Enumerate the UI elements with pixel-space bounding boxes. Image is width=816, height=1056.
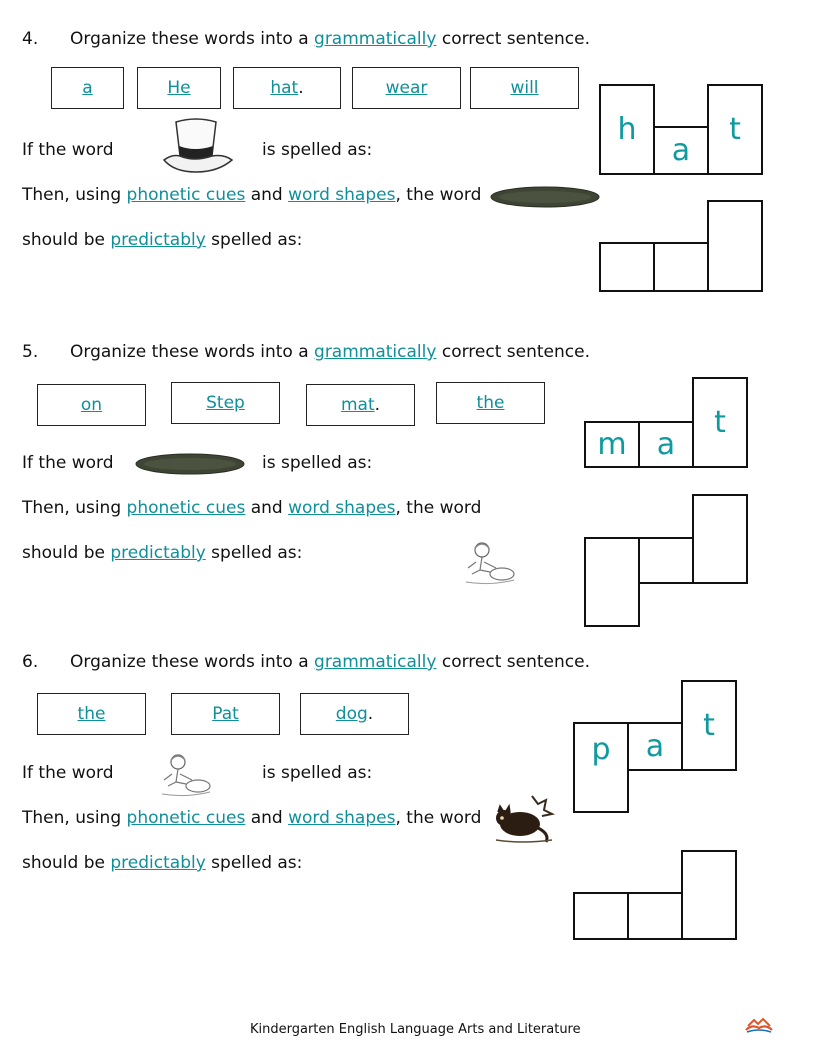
word-shapes-link[interactable]: word shapes [288,498,396,518]
hat-icon [162,116,234,174]
word-tile[interactable] [171,693,280,735]
word-link[interactable]: the [77,704,106,724]
question-prompt: Organize these words into a grammatically correct sentence. [70,342,590,362]
word-link[interactable]: He [167,78,191,98]
word-tile[interactable] [470,67,579,109]
word-link[interactable]: dog [335,704,368,724]
question-number: 4. [22,29,39,49]
predictably-link[interactable]: predictably [110,853,206,873]
word-tile[interactable] [51,67,124,109]
if-the-word: If the word [22,140,114,160]
letter-box-short: a [627,722,683,771]
phonetic-cues-link[interactable]: phonetic cues [126,808,246,828]
answer-box-tall[interactable] [692,494,748,584]
is-spelled-as: is spelled as: [262,140,373,160]
footer-text: Kindergarten English Language Arts and Literature [250,1022,581,1037]
word-tile[interactable] [436,382,545,424]
mat-icon [134,452,246,476]
question-prompt: Organize these words into a grammatically correct sentence. [70,29,590,49]
answer-box-tall[interactable] [707,200,763,292]
word-tile[interactable]: dog . [300,693,409,735]
should-be-line: should be predictably spelled as: [22,543,303,563]
letter-box-short: a [653,126,709,175]
should-be-line: should be predictably spelled as: [22,853,303,873]
letter-box-tall: t [692,377,748,468]
letter-box-tall: t [681,680,737,771]
word-tile[interactable] [171,382,280,424]
answer-box-short[interactable] [573,892,629,940]
if-the-word: If the word [22,763,114,783]
word-tile[interactable] [37,384,146,426]
word-link[interactable]: hat [270,78,299,98]
if-the-word: If the word [22,453,114,473]
grammatically-link[interactable]: grammatically [314,652,437,672]
answer-box-short[interactable] [599,242,655,292]
letter-box-descender: p [573,722,629,813]
word-shapes-link[interactable]: word shapes [288,185,396,205]
question-number: 6. [22,652,39,672]
word-link[interactable]: Pat [212,704,239,724]
word-link[interactable]: on [80,395,103,415]
phonetic-cues-link[interactable]: phonetic cues [126,498,246,518]
word-tile[interactable] [352,67,461,109]
is-spelled-as: is spelled as: [262,763,373,783]
then-line: Then, using phonetic cues and word shapes, the word [22,185,482,205]
predictably-link[interactable]: predictably [110,230,206,250]
answer-box-short[interactable] [627,892,683,940]
should-be-line: should be predictably spelled as: [22,230,303,250]
is-spelled-as: is spelled as: [262,453,373,473]
cat-icon [492,794,556,846]
letter-box-short: a [638,421,694,468]
answer-box-descender[interactable] [584,537,640,627]
word-link[interactable]: will [510,78,539,98]
grammatically-link[interactable]: grammatically [314,29,437,49]
book-logo-icon [744,1016,774,1034]
question-prompt: Organize these words into a grammatically correct sentence. [70,652,590,672]
word-link[interactable]: wear [385,78,428,98]
answer-box-tall[interactable] [681,850,737,940]
predictably-link[interactable]: predictably [110,543,206,563]
question-number: 5. [22,342,39,362]
word-tile[interactable] [137,67,221,109]
letter-box-tall: t [707,84,763,175]
word-tile[interactable]: mat . [306,384,415,426]
word-link[interactable]: Step [206,393,245,413]
word-tile[interactable]: hat . [233,67,341,109]
letter-box-short: m [584,421,640,468]
answer-box-short[interactable] [638,537,694,584]
girl-patting-icon [158,750,214,800]
then-line: Then, using phonetic cues and word shapes, the word [22,498,482,518]
word-link[interactable]: mat [340,395,375,415]
mat-icon [489,185,601,209]
grammatically-link[interactable]: grammatically [314,342,437,362]
girl-patting-icon [462,538,518,588]
word-tile[interactable] [37,693,146,735]
letter-box-tall: h [599,84,655,175]
then-line: Then, using phonetic cues and word shapes, the word [22,808,482,828]
answer-box-short[interactable] [653,242,709,292]
word-link[interactable]: a [82,78,93,98]
word-shapes-link[interactable]: word shapes [288,808,396,828]
word-link[interactable]: the [476,393,505,413]
phonetic-cues-link[interactable]: phonetic cues [126,185,246,205]
